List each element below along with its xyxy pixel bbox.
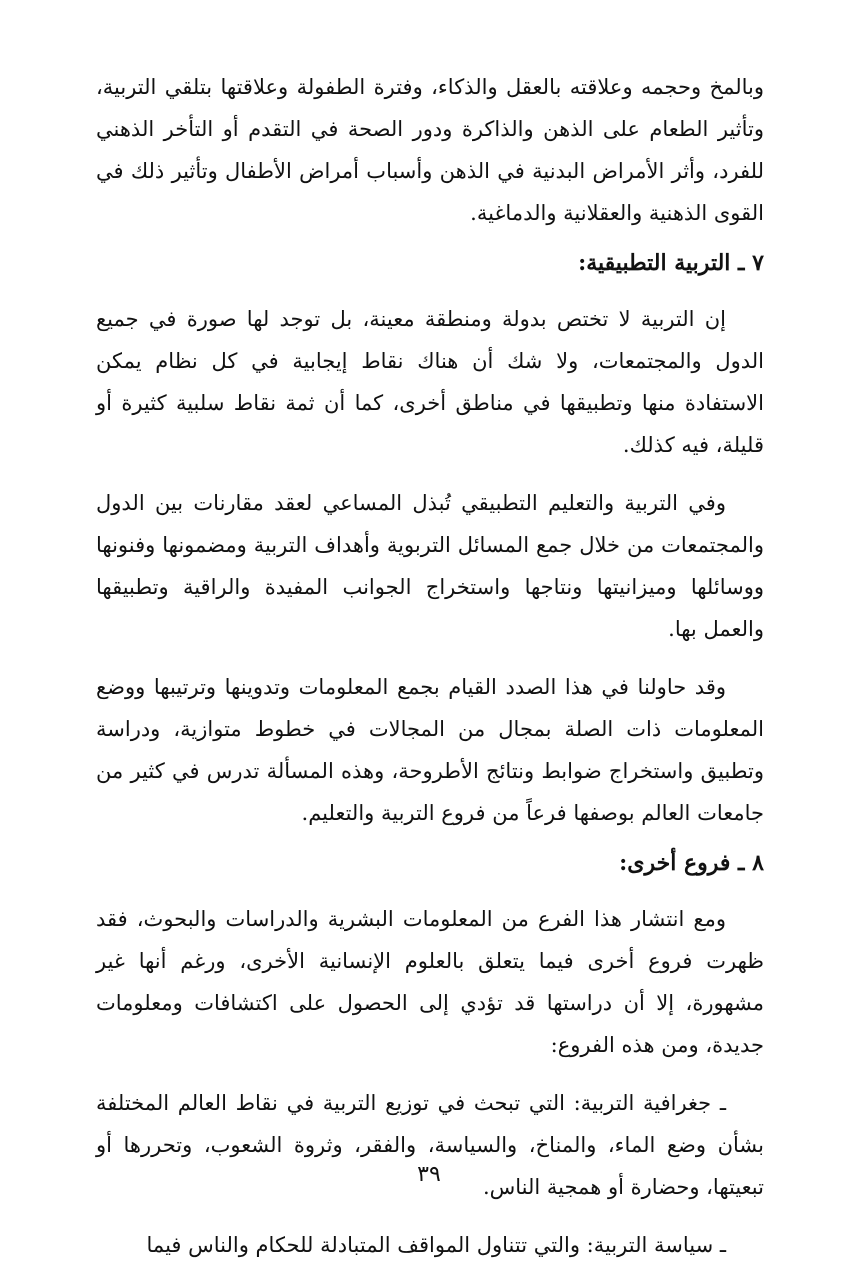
paragraph-other-branches-intro: ومع انتشار هذا الفرع من المعلومات البشرية والدراسات والبحوث، فقد ظهرت فروع أخرى فيما يتعلق بالعلوم الإنسانية الأخرى، ورغم أنها غير مشهورة، إلا أن دراستها قد تؤدي إلى الحصول على اكتشافات ومعلومات جديدة، ومن هذه الفروع: [96,907,764,1057]
section-heading-applied-education: ٧ ـ التربية التطبيقية: [578,250,764,276]
section-heading-other-branches: ٨ ـ فروع أخرى: [619,850,764,876]
page-number: ٣٩ [417,1162,441,1187]
list-item-geography-of-education: ـ جغرافية التربية: التي تبحث في توزيع التربية في نقاط العالم المختلفة بشأن وضع الماء، والمناخ، والسياسة، والفقر، وثروة الشعوب، وتحررها أو تبعيتها، وحضارة أو همجية الناس. [96,1091,764,1199]
paragraph-brain-and-childhood: وبالمخ وحجمه وعلاقته بالعقل والذكاء، وفترة الطفولة وعلاقتها بتلقي التربية، وتأثير الطعام على الذهن والذاكرة ودور الصحة في التقدم أو التأخر الذهني للفرد، وأثر الأمراض البدنية في الذهن وأسباب أمراض الأطفال وتأثير ذلك في القوى الذهنية والعقلانية والدماغية. [96,75,764,225]
paragraph-applied-comparisons: وفي التربية والتعليم التطبيقي تُبذل المساعي لعقد مقارنات بين الدول والمجتمعات من خلال جمع المسائل التربوية وأهداف التربية ومضمونها وفنونها ووسائلها وميزانيتها ونتاجها واستخراج الجوانب المفيدة والراقية وتطبيقها والعمل بها. [96,491,764,641]
list-item-politics-of-education: ـ سياسة التربية: والتي تتناول المواقف المتبادلة للحكام والناس فيما [146,1233,726,1257]
paragraph-our-attempt: وقد حاولنا في هذا الصدد القيام بجمع المعلومات وتدوينها وترتيبها ووضع المعلومات ذات الصلة بمجال من المجالات في خطوط متوازية، ودراسة وتطبيق واستخراج ضوابط ونتائج الأطروحة، وهذه المسألة تدرس في كثير من جامعات العالم بوصفها فرعاً من فروع التربية والتعليم. [96,675,764,825]
paragraph-education-not-specific: إن التربية لا تختص بدولة ومنطقة معينة، بل توجد لها صورة في جميع الدول والمجتمعات، ولا شك أن هناك نقاط إيجابية في كل نظام يمكن الاستفادة منها وتطبيقها في مناطق أخرى، كما أن ثمة نقاط سلبية كثيرة أو قليلة، فيه كذلك. [96,307,764,457]
